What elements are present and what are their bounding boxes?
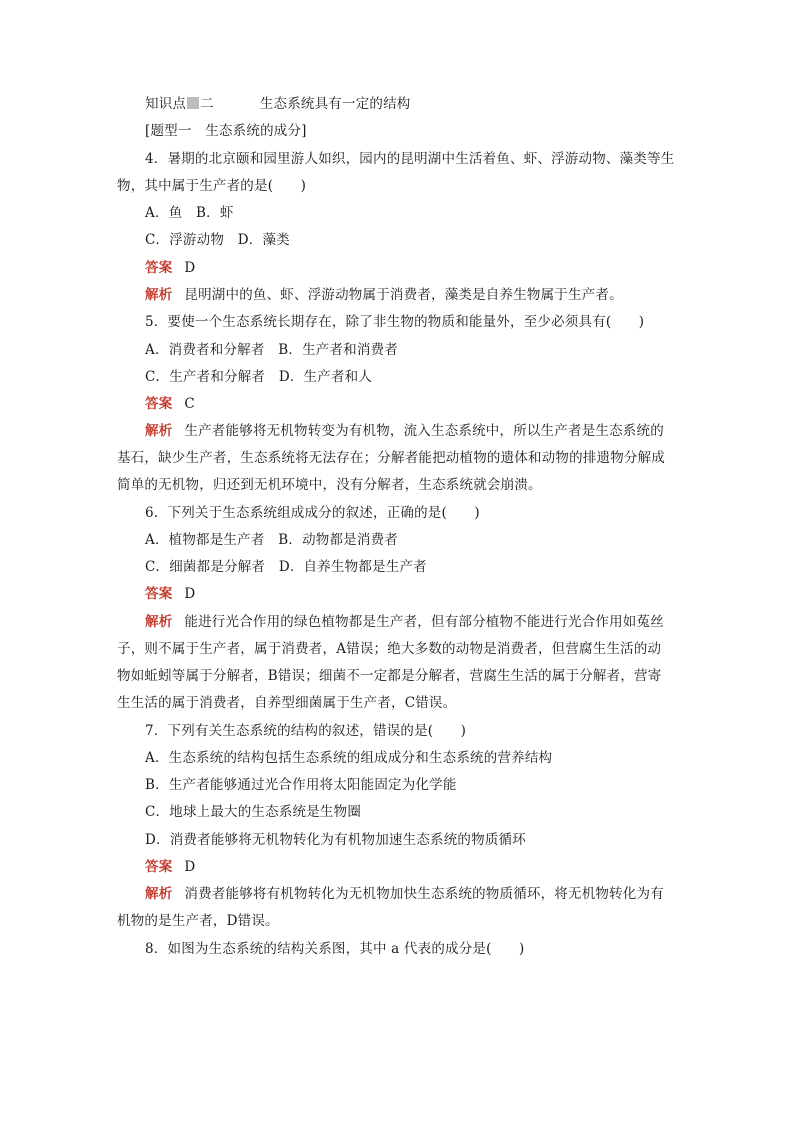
q6-analysis-line-2: 子，则不属于生产者，属于消费者，A错误；绝大多数的动物是消费者，但营腐生生活的动 xyxy=(117,641,662,657)
q7-answer xyxy=(145,857,195,877)
q7-analysis-line-1: 消费者能够将有机物转化为无机物加快生态系统的物质循环，将无机物转化为有 xyxy=(184,886,664,902)
answer-label: 答案 xyxy=(145,260,173,276)
q7-analysis-line-2: 机物的是生产者，D错误。 xyxy=(117,913,279,929)
analysis-label: 解析 xyxy=(145,423,173,439)
answer-label: 答案 xyxy=(145,859,173,875)
kp-suffix: 二 xyxy=(200,96,214,112)
kp-prefix: 知识点 xyxy=(145,96,187,112)
q4-analysis-line-1: 昆明湖中的鱼、虾、浮游动物属于消费者，藻类是自养生物属于生产者。 xyxy=(184,287,623,303)
q5-analysis-line-2: 基石，缺少生产者，生态系统将无法存在；分解者能把动植物的遗体和动物的排遗物分解成 xyxy=(117,450,665,466)
q5-answer-value: C xyxy=(184,396,195,412)
q7-option-a: A．生态系统的结构包括生态系统的组成成分和生态系统的营养结构 xyxy=(145,750,553,766)
q4-answer-value: D xyxy=(184,260,196,276)
q7-option-c: C．地球上最大的生态系统是生物圈 xyxy=(145,804,362,820)
analysis-label: 解析 xyxy=(145,287,173,303)
q4-analysis xyxy=(145,285,623,305)
knowledge-point-heading xyxy=(145,94,411,114)
q5-analysis-line-3: 简单的无机物，归还到无机环境中，没有分解者，生态系统就会崩溃。 xyxy=(117,477,542,493)
q7-stem-line-1: 7．下列有关生态系统的结构的叙述，错误的是( ) xyxy=(145,723,467,739)
q6-stem-line-1: 6．下列关于生态系统组成成分的叙述，正确的是( ) xyxy=(145,505,480,521)
answer-label: 答案 xyxy=(145,396,173,412)
q7-option-d: D．消费者能够将无机物转化为有机物加速生态系统的物质循环 xyxy=(145,832,526,848)
q6-answer xyxy=(145,584,195,604)
q4-stem-line-1: 4．暑期的北京颐和园里游人如织，园内的昆明湖中生活着鱼、虾、浮游动物、藻类等生 xyxy=(145,151,675,167)
q4-options-cd: C．浮游动物 D．藻类 xyxy=(145,232,290,248)
q6-analysis xyxy=(145,612,664,632)
answer-label: 答案 xyxy=(145,586,173,602)
q4-answer xyxy=(145,258,195,278)
type-heading: [题型一 生态系统的成分] xyxy=(145,123,307,139)
q4-stem-line-2: 物，其中属于生产者的是( ) xyxy=(117,178,307,194)
q7-answer-value: D xyxy=(184,859,196,875)
q8-stem-line-1: 8．如图为生态系统的结构关系图，其中 a 代表的成分是( ) xyxy=(145,941,525,957)
q5-analysis-line-1: 生产者能够将无机物转变为有机物，流入生态系统中，所以生产者是生态系统的 xyxy=(184,423,664,439)
q5-options-ab: A．消费者和分解者 B．生产者和消费者 xyxy=(145,342,398,358)
q7-analysis xyxy=(145,884,664,904)
q6-analysis-line-1: 能进行光合作用的绿色植物都是生产者，但有部分植物不能进行光合作用如菟丝 xyxy=(184,614,664,630)
q5-stem-line-1: 5．要使一个生态系统长期存在，除了非生物的物质和能量外，至少必须具有( ) xyxy=(145,314,645,330)
q6-analysis-line-3: 物如蚯蚓等属于分解者，B错误；细菌不一定都是分解者，营腐生生活的属于分解者，营寄 xyxy=(117,668,662,684)
q6-options-cd: C．细菌都是分解者 D．自养生物都是生产者 xyxy=(145,559,427,575)
q4-options-ab: A．鱼 B．虾 xyxy=(145,205,234,221)
kp-title: 生态系统具有一定的结构 xyxy=(259,96,411,112)
q6-answer-value: D xyxy=(184,586,196,602)
analysis-label: 解析 xyxy=(145,614,173,630)
q5-options-cd: C．生产者和分解者 D．生产者和人 xyxy=(145,369,373,385)
q5-analysis xyxy=(145,421,664,441)
q6-analysis-line-4: 生生活的属于消费者，自养型细菌属于生产者，C错误。 xyxy=(117,695,457,711)
q7-option-b: B．生产者能够通过光合作用将太阳能固定为化学能 xyxy=(145,777,457,793)
placeholder-square-icon xyxy=(187,97,199,109)
q6-options-ab: A．植物都是生产者 B．动物都是消费者 xyxy=(145,532,398,548)
analysis-label: 解析 xyxy=(145,886,173,902)
q5-answer xyxy=(145,394,195,414)
